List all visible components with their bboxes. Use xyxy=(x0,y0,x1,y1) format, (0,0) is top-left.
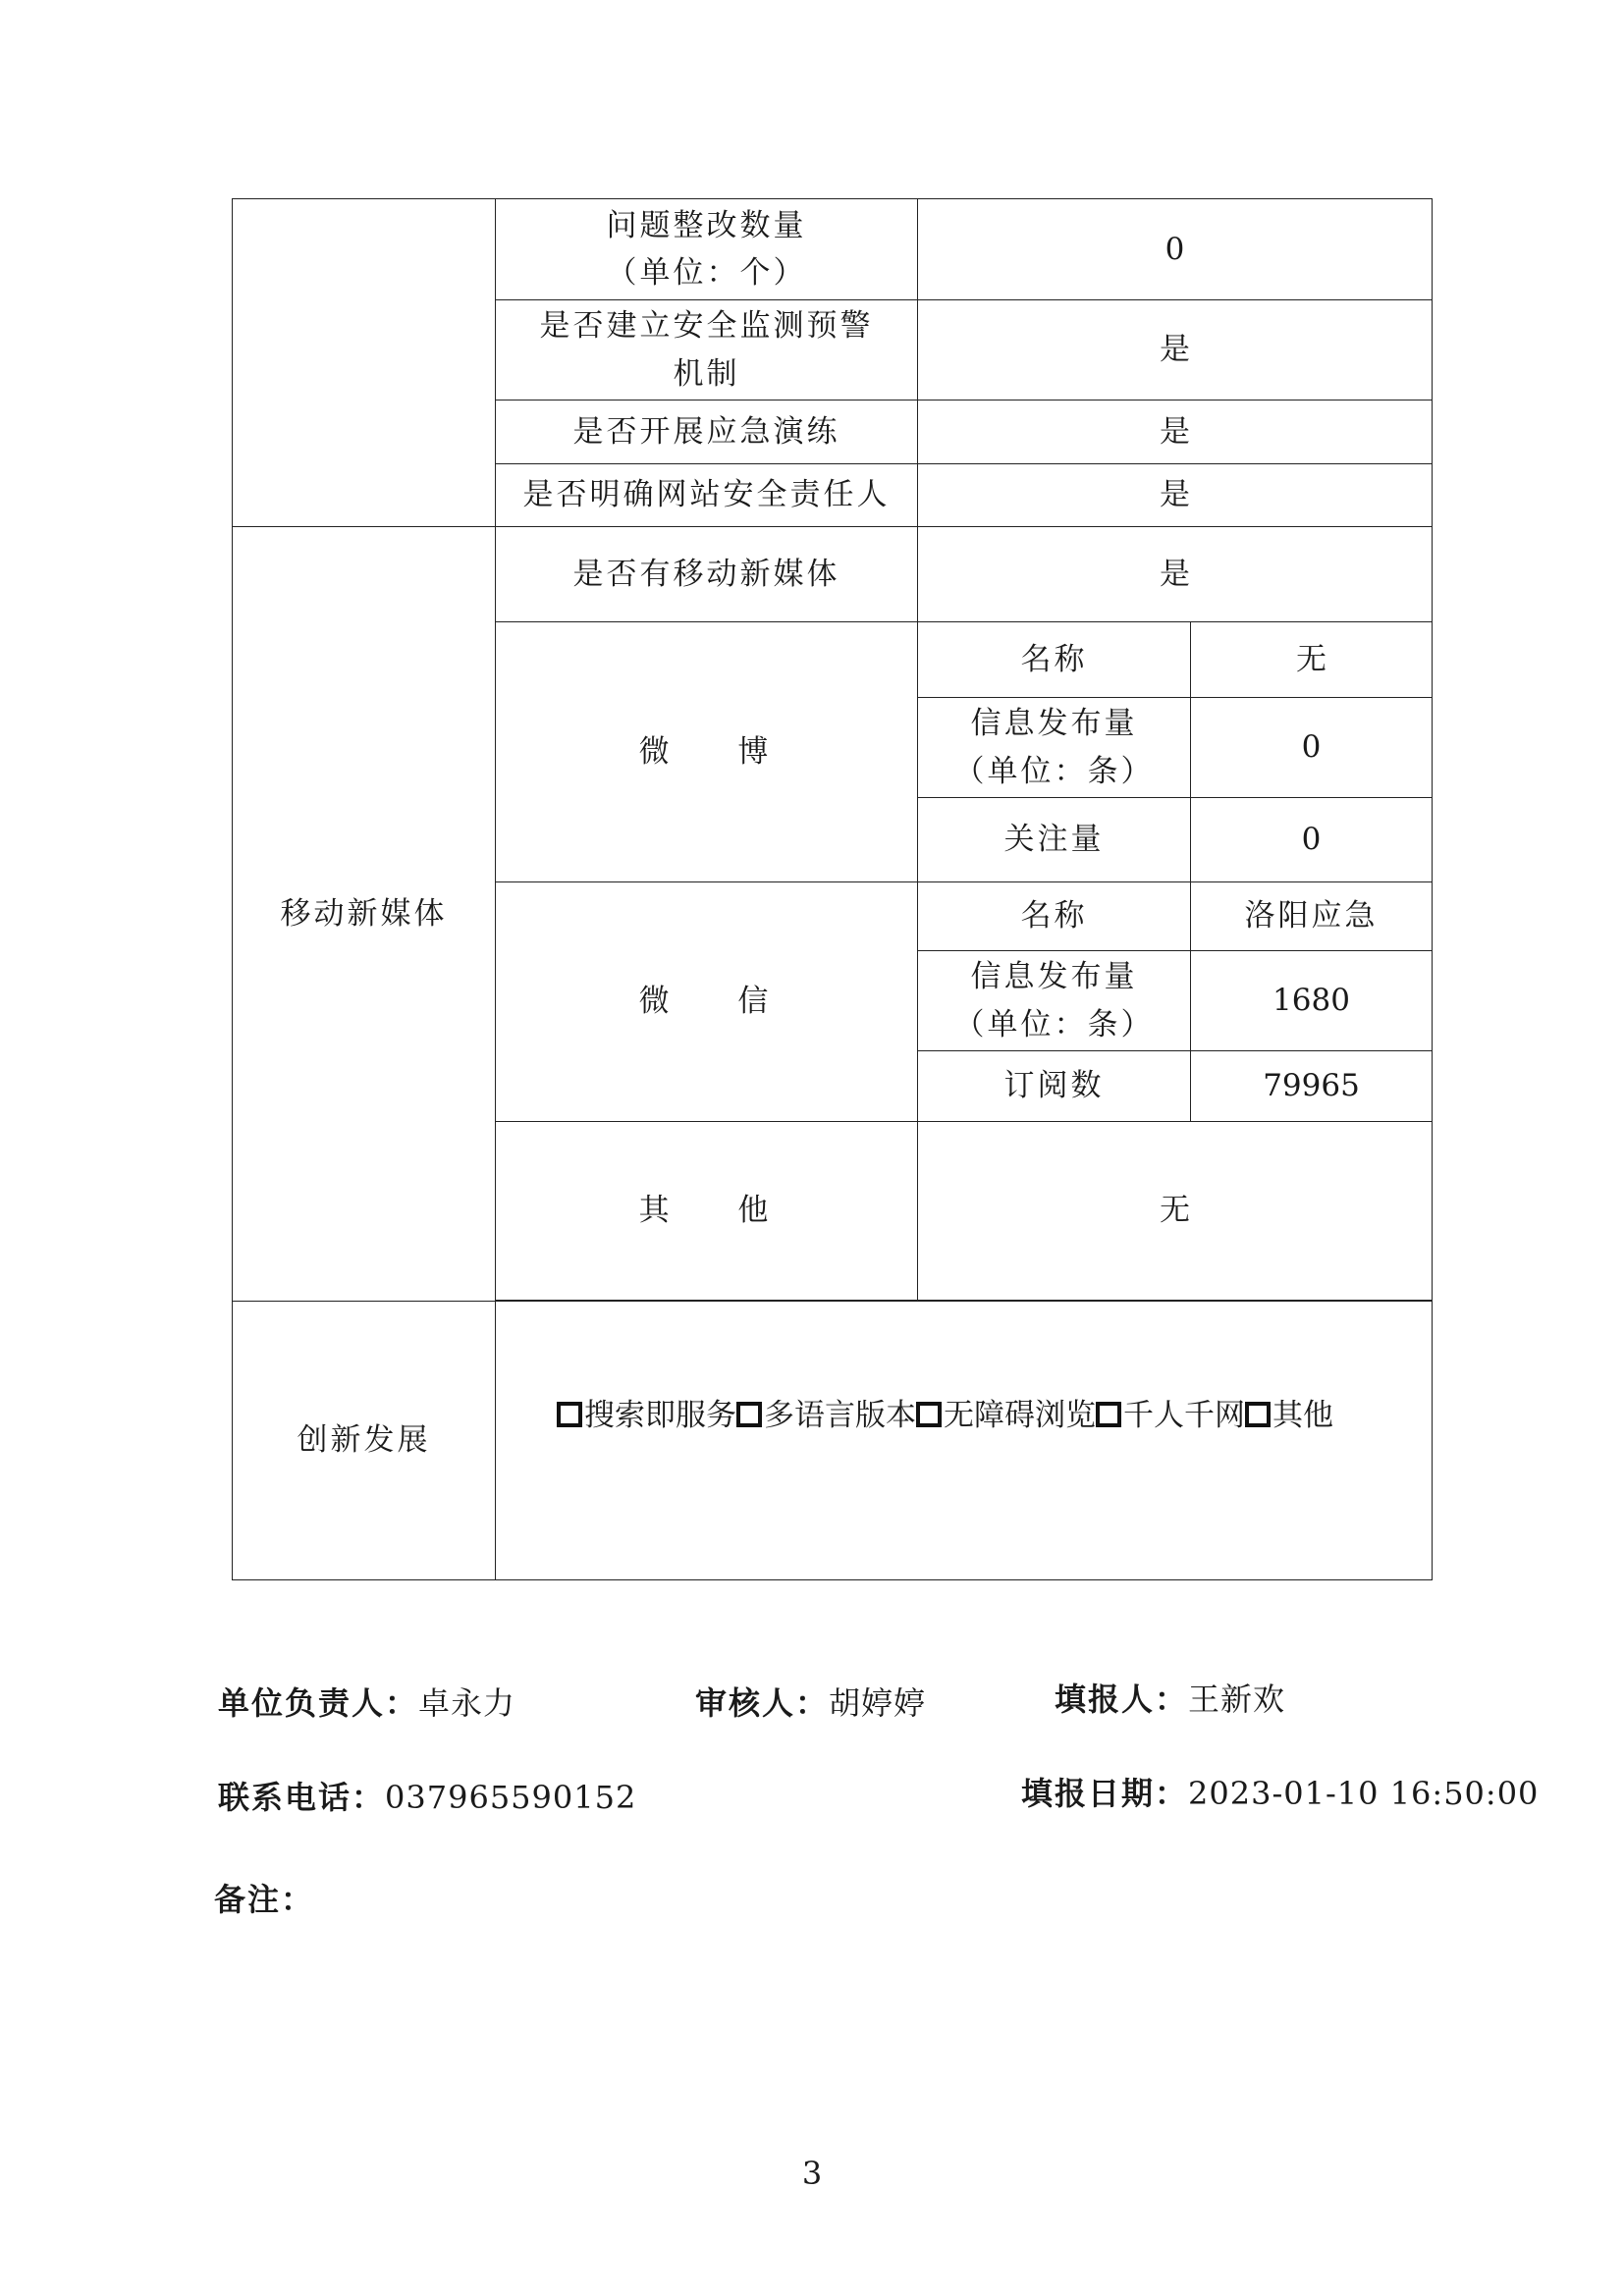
has-media-label: 是否有移动新媒体 xyxy=(496,527,918,622)
has-media-value: 是 xyxy=(918,527,1433,622)
weibo-followers-label: 关注量 xyxy=(918,798,1191,882)
mobile-media-section-label: 移动新媒体 xyxy=(233,527,496,1302)
weibo-name-label: 名称 xyxy=(918,622,1191,698)
table-row xyxy=(233,199,1433,300)
drill-value: 是 xyxy=(918,400,1433,464)
innovation-option[interactable]: 多语言版本 xyxy=(736,1398,916,1433)
innovation-option[interactable]: 千人千网 xyxy=(1096,1398,1245,1433)
innovation-option[interactable]: 搜索即服务 xyxy=(557,1398,736,1433)
checkbox-icon[interactable] xyxy=(1096,1402,1121,1427)
filler: 填报人：王新欢 xyxy=(1055,1681,1286,1718)
checkbox-icon[interactable] xyxy=(557,1402,582,1427)
rectification-value: 0 xyxy=(918,199,1433,300)
rectification-label: 问题整改数量 （单位：个） xyxy=(496,199,918,300)
checkbox-icon[interactable] xyxy=(1245,1402,1271,1427)
page-number: 3 xyxy=(801,2155,823,2192)
innovation-option[interactable]: 其他 xyxy=(1245,1398,1333,1433)
report-table xyxy=(232,198,1433,1580)
wechat-posts-value: 1680 xyxy=(1191,951,1433,1051)
innovation-options xyxy=(496,1302,1433,1580)
weibo-posts-value: 0 xyxy=(1191,698,1433,798)
weibo-label: 微 博 xyxy=(496,622,918,882)
wechat-name-label: 名称 xyxy=(918,882,1191,951)
contact-phone: 联系电话：037965590152 xyxy=(218,1779,637,1816)
table-row xyxy=(233,1302,1433,1580)
wechat-posts-label: 信息发布量 （单位：条） xyxy=(918,951,1191,1051)
drill-label: 是否开展应急演练 xyxy=(496,400,918,464)
responsible-value: 是 xyxy=(918,464,1433,527)
remarks-label: 备注： xyxy=(214,1881,315,1918)
wechat-subscribers-value: 79965 xyxy=(1191,1051,1433,1122)
weibo-followers-value: 0 xyxy=(1191,798,1433,882)
reviewer: 审核人：胡婷婷 xyxy=(695,1684,927,1722)
innovation-option[interactable]: 无障碍浏览 xyxy=(916,1398,1096,1433)
other-media-value: 无 xyxy=(918,1122,1433,1301)
checkbox-icon[interactable] xyxy=(916,1402,942,1427)
wechat-label: 微 信 xyxy=(496,882,918,1122)
weibo-posts-label: 信息发布量 （单位：条） xyxy=(918,698,1191,798)
weibo-name-value: 无 xyxy=(1191,622,1433,698)
responsible-label: 是否明确网站安全责任人 xyxy=(496,464,918,527)
innovation-section-label: 创新发展 xyxy=(233,1302,496,1580)
monitoring-value: 是 xyxy=(918,300,1433,400)
fill-date: 填报日期：2023-01-10 16:50:00 xyxy=(1021,1775,1540,1812)
wechat-subscribers-label: 订阅数 xyxy=(918,1051,1191,1122)
unit-head: 单位负责人：卓永力 xyxy=(218,1684,516,1722)
monitoring-label: 是否建立安全监测预警 机制 xyxy=(496,300,918,400)
checkbox-icon[interactable] xyxy=(736,1402,762,1427)
table-row xyxy=(233,527,1433,622)
wechat-name-value: 洛阳应急 xyxy=(1191,882,1433,951)
other-media-label: 其 他 xyxy=(496,1122,918,1301)
security-section-cell xyxy=(233,199,496,527)
